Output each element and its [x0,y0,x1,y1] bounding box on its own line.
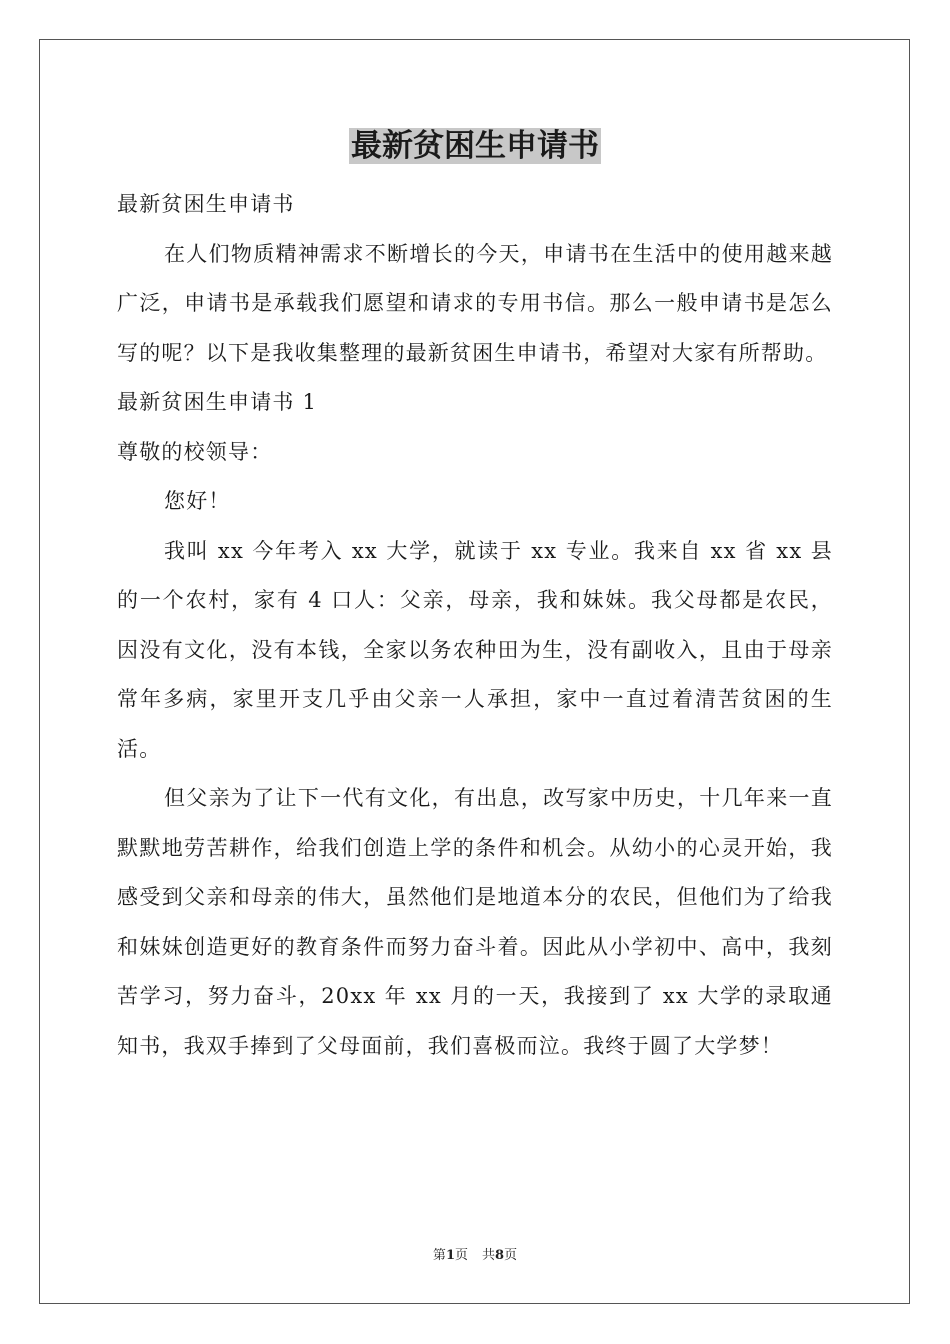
body-paragraph: 我叫 xx 今年考入 xx 大学，就读于 xx 专业。我来自 xx 省 xx 县的一个农村，家有 4 口人：父亲，母亲，我和妹妹。我父母都是农民，因没有文化，没有本钱，全家以务农种田为生，没有副收入，且由于母亲常年多病，家里开支几乎由父亲一人承担，家中一直过着清苦贫困的生活。 [117,538,833,761]
section-heading: 最新贫困生申请书 1 [117,390,318,414]
document-title [0,124,950,168]
page-total-prefix: 共 [482,1248,496,1263]
page-number-prefix: 第 [432,1248,446,1263]
salutation: 尊敬的校领导： [117,439,273,464]
page-number-suffix: 页 [454,1248,468,1263]
page-footer [0,1248,950,1264]
page-total-suffix: 页 [504,1248,518,1263]
document-title-text: 最新贫困生申请书 [351,128,599,164]
subtitle-paragraph: 最新贫困生申请书 [117,192,295,216]
page-number: 1 [445,1248,455,1263]
page-total: 8 [495,1248,505,1263]
document-body [117,180,833,1071]
intro-paragraph: 在人们物质精神需求不断增长的今天，申请书在生活中的使用越来越广泛，申请书是承载我们愿望和请求的专用书信。那么一般申请书是怎么写的呢？以下是我收集整理的最新贫困生申请书，希望对大家有所帮助。 [117,241,833,365]
greeting: 您好！ [164,489,231,513]
body-paragraph: 但父亲为了让下一代有文化，有出息，改写家中历史，十几年来一直默默地劳苦耕作，给我们创造上学的条件和机会。从幼小的心灵开始，我感受到父亲和母亲的伟大，虽然他们是地道本分的农民，但他们为了给我和妹妹创造更好的教育条件而努力奋斗着。因此从小学初中、高中，我刻苦学习，努力奋斗，20xx 年 xx 月的一天，我接到了 xx 大学的录取通知书，我双手捧到了父母面前，我们喜极而泣。我终于圆了大学梦！ [117,786,833,1058]
